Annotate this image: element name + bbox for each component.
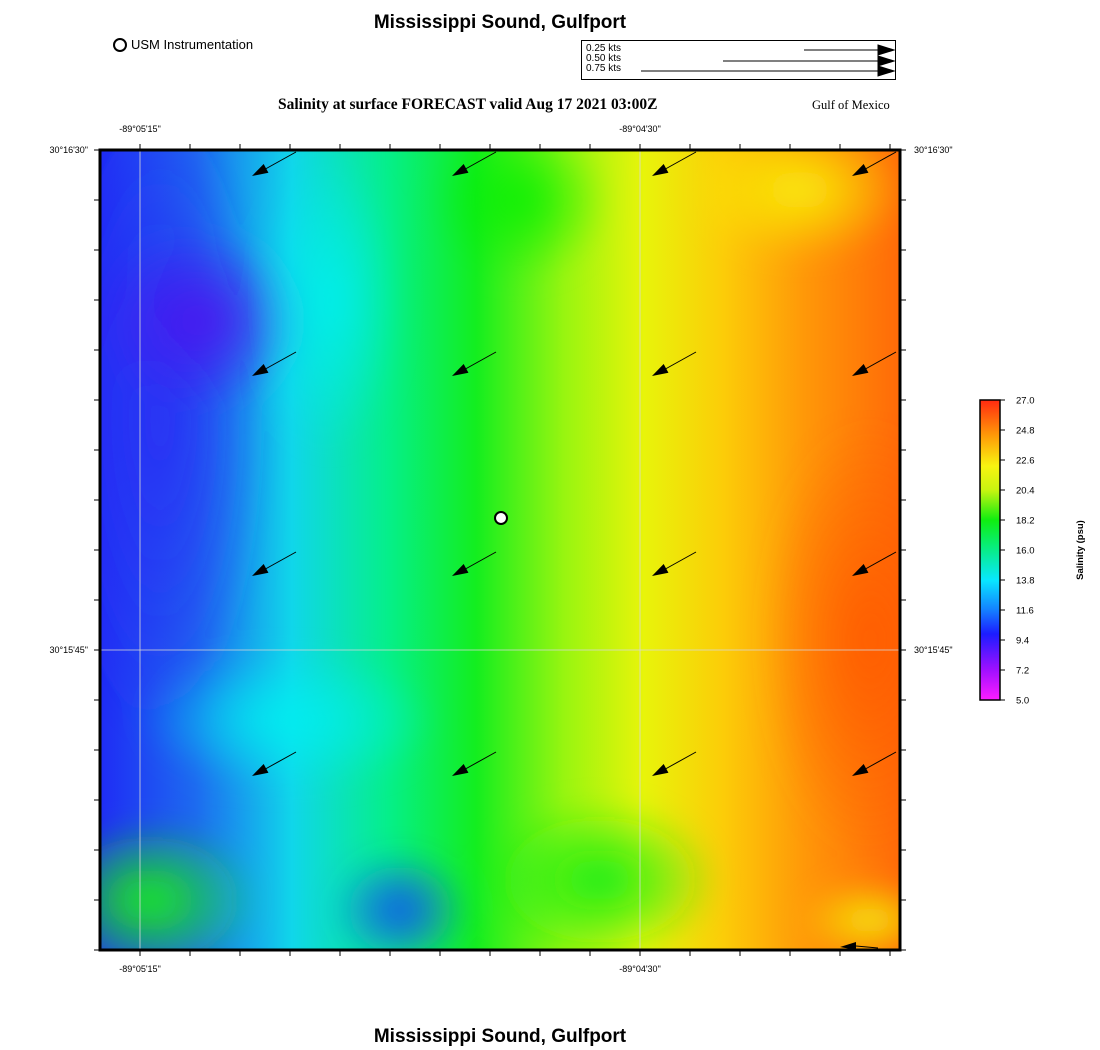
- station-legend-label: USM Instrumentation: [131, 37, 254, 52]
- colorbar-tick-label: 9.4: [1016, 635, 1030, 647]
- lat-tick-left-2: 30°15'45": [49, 645, 88, 655]
- lat-tick-left-1: 30°16'30": [49, 145, 88, 155]
- colorbar-tick-label: 13.8: [1016, 575, 1035, 587]
- region-label: Gulf of Mexico: [812, 98, 890, 112]
- scale-label-050: 0.50 kts: [586, 53, 622, 64]
- lon-tick-top-2: -89°04'30": [619, 124, 661, 134]
- lon-tick-bottom-1: -89°05'15": [119, 964, 161, 974]
- colorbar-tick-label: 7.2: [1016, 665, 1030, 677]
- scale-label-075: 0.75 kts: [586, 63, 622, 74]
- colorbar-tick-label: 5.0: [1016, 695, 1030, 707]
- map-footer-title: Mississippi Sound, Gulfport: [373, 1026, 627, 1047]
- colorbar-tick-label: 11.6: [1016, 605, 1034, 617]
- colorbar-tick-label: 18.2: [1016, 515, 1035, 527]
- colorbar-tick-label: 27.0: [1016, 395, 1035, 407]
- colorbar-tick-label: 20.4: [1016, 485, 1035, 497]
- lat-tick-right-2: 30°15'45": [914, 645, 953, 655]
- map-subtitle: Salinity at surface FORECAST valid Aug 17 2021 03:00Z: [278, 96, 658, 113]
- colorbar-tick-label: 16.0: [1016, 545, 1035, 557]
- colorbar-ticks: [1000, 396, 1035, 707]
- salinity-field: [40, 90, 980, 980]
- lon-tick-top-1: -89°05'15": [119, 124, 161, 134]
- colorbar-ramp: [980, 400, 1000, 700]
- colorbar-tick-label: 22.6: [1016, 455, 1035, 467]
- colorbar-tick-label: 24.8: [1016, 425, 1035, 437]
- scale-label-025: 0.25 kts: [586, 43, 622, 54]
- lat-tick-right-1: 30°16'30": [914, 145, 953, 155]
- lon-tick-bottom-2: -89°04'30": [619, 964, 661, 974]
- salinity-colorbar: [980, 396, 1086, 707]
- station-marker[interactable]: [495, 512, 507, 524]
- map-title: Mississippi Sound, Gulfport: [373, 12, 627, 33]
- colorbar-title: Salinity (psu): [1075, 520, 1086, 580]
